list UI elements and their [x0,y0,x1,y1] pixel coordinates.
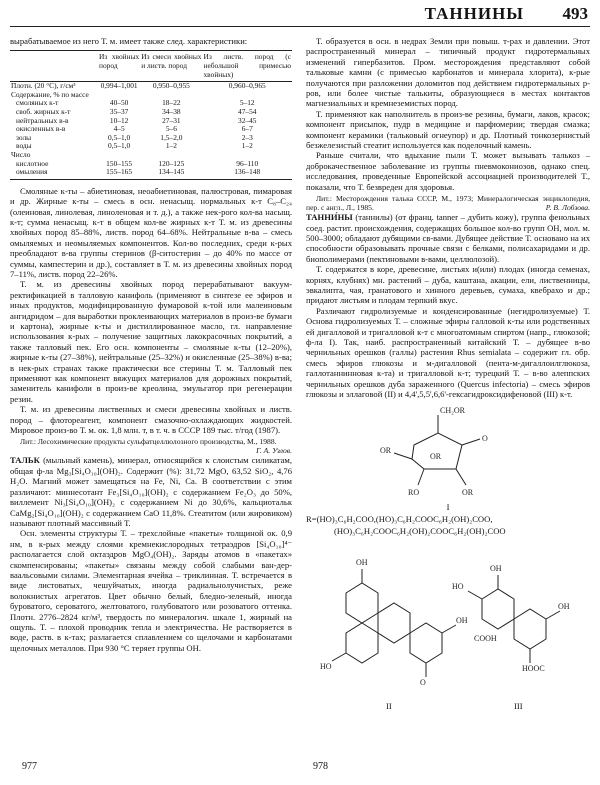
paragraph: Т. образуется в осн. в недрах Земли при повыш. т-рах и давлении. Этот распространенный минерал – типичный продукт гидротермальных изменений гипербазитов. Пром. месторождения представляют собой тальковые камни (с примесью карбонатов и минерала хлорита), к-рые получаются при разложении доломитов под действием гидротермальных р-ров, или более чистые талькиты, образующиеся в местах контактов магнезиальных и кремнеземистых пород. [306,36,590,109]
page-number: 493 [562,4,588,23]
svg-text:O: O [420,678,426,688]
table-row: омыления 155–165 134–145 136–148 [10,168,292,179]
formula-label: III [514,701,523,712]
paragraph: Осн. элементы структуры Т. – трехслойные «пакеты» толщиной ок. 0,9 нм, в к-рых между слоями кремнекислородных тетраэдров [Si₄O₁₀]⁴⁻ располагается слой октаэдров MgO₄(OH)₂. Заряды атомов в «пакетах» скомпенсированы; «пакеты» связаны между собой слабыми ван-дер-ваальсовыми силами. Элементарная ячейка – триклинная. Т. встречается в виде листоватых, чешуйчатых, иногда радиальнолучистых, реже волокнистых агрегатов. Цвет обычно белый, бледно-зеленый, иногда буроватого, сероватого, желтоватого, голубоватого или розоватого оттенка. Плотн. 2776–2824 кг/м³, твердость по минералогич. шкале 1, жирный на ощупь. Т. – плохой проводник тепла и электричества. Не растворяется в воде, раств. в к-тах; разлагается сплавлением со щелочами и карбонатами щелочных металлов. При 930 °С теряет группы OH. [10,528,292,653]
svg-text:HO: HO [452,582,464,592]
paragraph: Т. м. из древесины хвойных пород перерабатывают вакуум-ректификацией в талловую канифоль (применяют в синтезе ее эфиров и иных продуктов, модифицированную фумаровой к-той или малеиновым ангидридом – для выработки проклеивающих материалов в произ-ве бумаги и картона), жирные к-ты и дистиллированное масло, гл. направление использования к-рых – получение защитных лакокрасочных покрытий, а также талловый пек. Его осн. компоненты – смоляные к-ты (12–20%), жирные к-ты (27–38%), нейтральные (25–32%) и окисленные (25–38%) в-ва; в нек-рых странах также практически все стерины Т. м. Талловый пек применяют как компонент вяжущих материалов для дорожных покрытий, заменитель канифоли в произ-ве креолина, эмульгатор при регенерации резин. [10,279,292,404]
left-column [10,36,292,653]
svg-text:O: O [482,434,488,444]
entry-talc: ТАЛЬК (мыльный камень), минерал, относящийся к слоистым силикатам, общая ф-ла Mg₃[Si₄O₁₀](OH)₂. Содержит (%): 31,72 MgO, 63,52 SiO₂, 4,76 H₂O. Магний может замещаться на Fe, Ni, Ca. В соответствии с этим различают: миннесотант Fe₃[Si₄O₁₀](OH)₂ с содержанием Fe₂O₃ до 50%, виллемент Ni₃[Si₄O₁₀](OH)₂ с содержанием Ni до 30,6%, кальциотальк CaMg₂[Si₄O₁₀](OH)₂ с содержанием CaO 11,8%. Стеатитом (или жировиком) называют плотный массивный Т. [10,455,292,528]
svg-text:COOH: COOH [474,634,497,644]
paragraph: Т. м. из древесины лиственных и смеси древесины хвойных и листв. пород – флотореагент, компонент смазочно-охлаждающих жидкостей. Мировое произ-во Т. м. ок. 1,8 млн. т, в т. ч. в СССР 189 тыс. т/год (1987). [10,404,292,436]
intro-text: вырабатываемое из него Т. м. имеет также след. характеристики: [10,36,248,46]
formula-label: II [386,701,392,712]
formula-labels-row [306,701,590,715]
paragraph: Раньше считали, что вдыхание пыли Т. может вызывать талькоз – доброкачественное заболевание из группы пневмокониозов, однако спец. исследования, проведенные Европейской ассоциацией производителей Т., показали, что Т. безвреден для здоровья. [306,150,590,192]
svg-text:OH: OH [558,602,570,612]
table-header-cell: Из хвойных пород [98,51,140,82]
header-rule [10,26,590,27]
properties-table [10,50,292,179]
paragraph: Различают гидролизуемые и конденсированные (негидролизуемые) Т. Основа гидролизуемых Т. – сложные эфиры галловой к-ты или родственных ей дигалловой и тригалловой к-т с многоатомным спиртом (напр., глюкозой; ф-ла I). Так, наиб. распространенный китайский Т. – дубящее в-во чернильных орешков (галлы) растения Rhus semialata – содержит гл. обр. смесь эфиров глюкозы и м-дигалловой (пента-м-дигаллоилглюкоза, галлотаннинновая к-та) и тригалловой к-т; турецкий Т. – в-во алеппских чернильных орешков дуба зараженного (Quercus infectoria) – смесь эфиров глюкозы и эллаговой (II) и 4,4',5,5',6,6'-гексагидроксидифеновой (III) к-т. [306,305,590,399]
running-title: ТАННИНЫ [424,4,524,23]
svg-text:HOOC: HOOC [522,664,545,674]
svg-text:HO: HO [320,662,332,672]
entry-term: ТАЛЬК [10,455,40,466]
table-row: своб. жирных к-т 35–37 34–38 47–54 [16,106,257,116]
table-row: кислотное 150–155 120–125 96–110 [16,158,259,168]
literature-note: Лит.: Месторождения талька СССР, М., 1973; Минералогическая энциклопедия, пер. с англ., Л., 1985. Р. В. Лобзова. [306,194,590,213]
entry-tannins: ТАННИ́НЫ (таннилы) (от франц. tanner – дубить кожу), группа фенольных соед. растит. происхождения, содержащих большое кол-во групп OH, мол. м. 500–3000; обладают дубящими св-вами. Дубящее действие Т. основано на их способности образовывать прочные связи с белками, полисахаридами и др. биополимерами (пектиновыми в-вами, целлюлозой). [306,212,590,264]
svg-text:OH: OH [356,558,368,568]
glucose-ester-structure [306,403,590,501]
table-row: смоляных к-т 40–50 18–22 5–12 [16,98,255,108]
svg-text:OR: OR [462,488,474,498]
structural-formulas [306,403,590,733]
table-row: Содержание, % по массе [11,89,89,99]
table-row: Число [11,149,31,159]
table-row: Плотн. (20 °С), г/см³ 0,994–1,001 0,950–0,955 0,960–0,965 [11,81,266,91]
svg-text:OH: OH [490,564,502,574]
author-name: Р. В. Лобзова. [545,203,590,213]
svg-text:OR: OR [380,446,392,456]
svg-text:CH₂OR: CH₂OR [440,406,466,416]
author-name: Г. А. Узлов. [256,446,292,456]
footer-page-right: 978 [313,761,328,772]
svg-text:OH: OH [456,616,468,626]
paragraph: Смоляные к-ты – абиетиновая, неоабиетиновая, палюстровая, пимаровая и др. Жирные к-ты – смесь в осн. ненасыщ. нормальных к-т C₈–C₂₄ (олеиновая, линолевая, линоленовая и т. д.), а также нек-рого кол-ва насыщ. к-т; сумма ненасыщ. к-т в общем кол-ве жирных к-т Т. м. из древесины хвойных пород 85–88%, листв. пород 64–68%. Нейтральные в-ва – смесь омыляемых и неомыляемых компонентов. Кол-во последних, среди к-рых преобладают в-ва группы стеринов (β-ситостерин – до 40% по массе от суммы, кампестерин и др.), составляет в Т. м. из древесины хвойных пород 7–11%, листв. пород 22–26%. [10,185,292,279]
svg-text:RO: RO [408,488,420,498]
footer-page-left: 977 [22,761,37,772]
table-row: нейтральных в-в 10–12 27–31 32–45 [16,115,257,125]
table-row: золы 0,5–1,0 1,5–2,0 2–3 [16,132,253,142]
page-header [8,4,592,28]
table-header-cell [10,51,98,82]
entry-term: ТАННИ́НЫ [306,212,353,223]
formula-text: R=(HO)₃C₆H₂COO,(HO)₃C₆H₂COOC₆H₂(OH)₂COO, [306,514,493,525]
svg-text:OR: OR [430,452,442,462]
right-column [306,36,590,733]
table-row: окисленных в-в 4–5 5–6 6–7 [16,124,253,134]
ellagic-and-diphenic-acid-structures [306,541,590,701]
formula-text: (HO)₃C₆H₂COOC₆H₂(OH)₂COOC₆H₂(OH)₂COO [334,526,506,537]
table-row: воды 0,5–1,0 1–2 1–2 [16,141,253,151]
formula-label: I [446,502,450,513]
table-header-cell: Из смеси хвойных и листв. пород [140,51,202,82]
paragraph: Т. применяют как наполнитель в произ-ве резины, бумаги, лаков, красок; компонент присыпок, пудр в медицине и парфюмерии; твердая смазка; компонент керамики (тальковый огнеупор) и др. Плотный тонкозернистый безжелезистый стеатит используется как поделочный камень. [306,108,590,151]
paragraph: Т. содержатся в коре, древесине, листьях и(или) плодах (иногда семенах, корнях, клубнях) мн. растений – дуба, каштана, акации, ели, лиственницы, эвкалипта, чая, гранатового и хинного деревьев, сумаха, квебрахо и др.; придают листьям и плодам терпкий вкус. [306,264,590,306]
literature-note: Лит.: Лесохимические продукты сульфатцеллюлозного производства, М., 1988. Г. А. Узлов. [20,437,292,456]
table-header-cell: Из листв. пород (с небольшой примесью хвойных) [202,51,292,82]
